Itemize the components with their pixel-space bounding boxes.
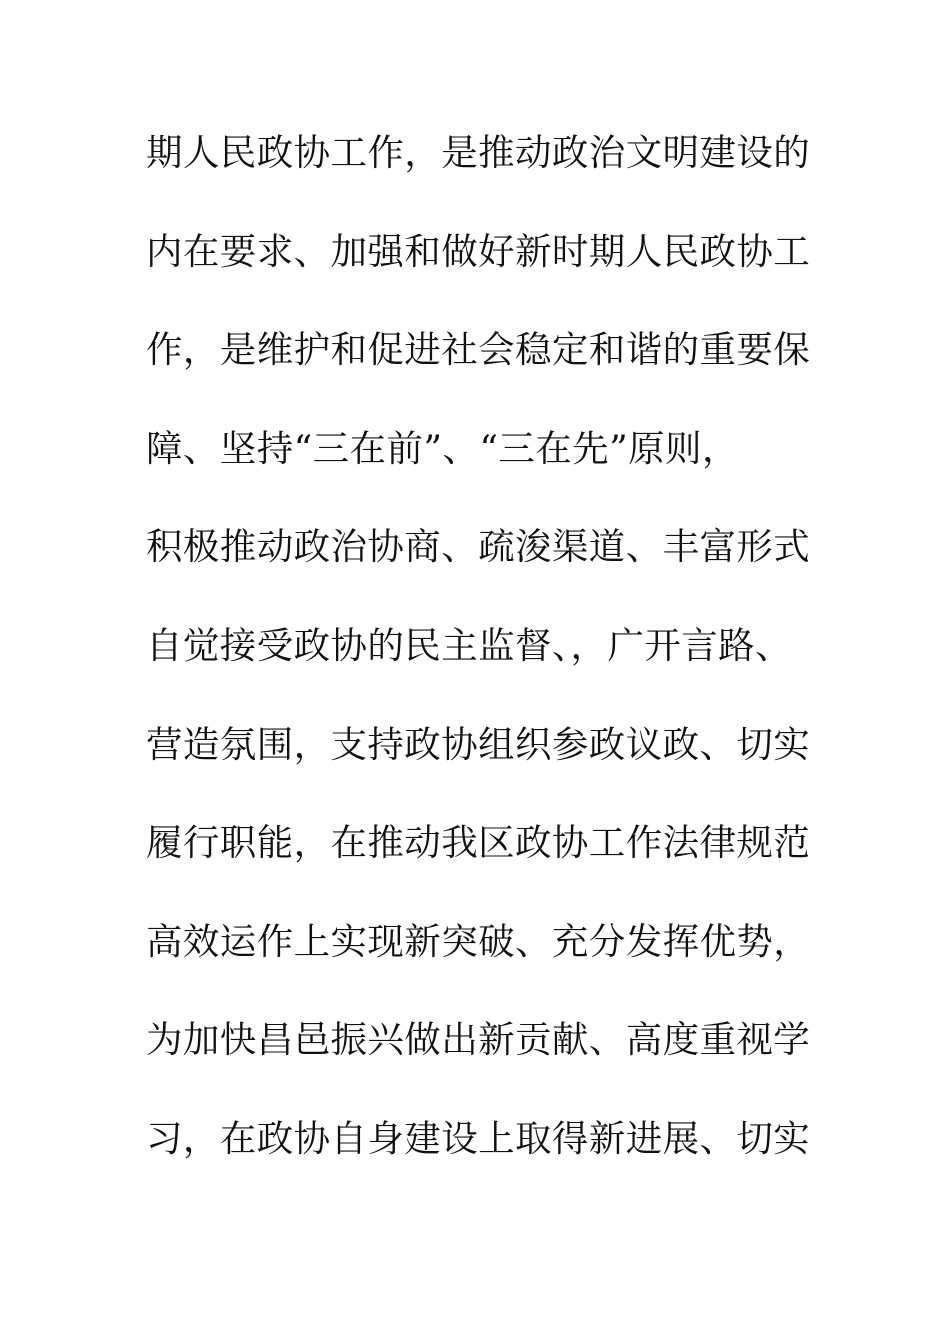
text-line: 期人民政协工作，是推动政治文明建设的 <box>146 131 811 174</box>
text-line: 习，在政协自身建设上取得新进展、切实 <box>146 1116 811 1160</box>
text-line: 为加快昌邑振兴做出新贡献、高度重视学 <box>146 1018 811 1062</box>
text-line: 履行职能，在推动我区政协工作法律规范 <box>146 821 811 865</box>
text-line: 作，是维护和促进社会稳定和谐的重要保 <box>146 328 811 372</box>
text-line: 内在要求、加强和做好新时期人民政协工 <box>146 229 811 273</box>
text-line: 营造氛围，支持政协组织参政议政、切实 <box>146 722 811 766</box>
body-text <box>146 122 826 1207</box>
text-line: 自觉接受政协的民主监督、，广开言路、 <box>146 623 792 667</box>
text-line: 障、坚持“三在前”、“三在先”原则， <box>146 426 739 470</box>
text-line: 高效运作上实现新突破、充分发挥优势， <box>146 919 811 963</box>
text-line: 积极推动政治协商、疏浚渠道、丰富形式 <box>146 525 811 569</box>
